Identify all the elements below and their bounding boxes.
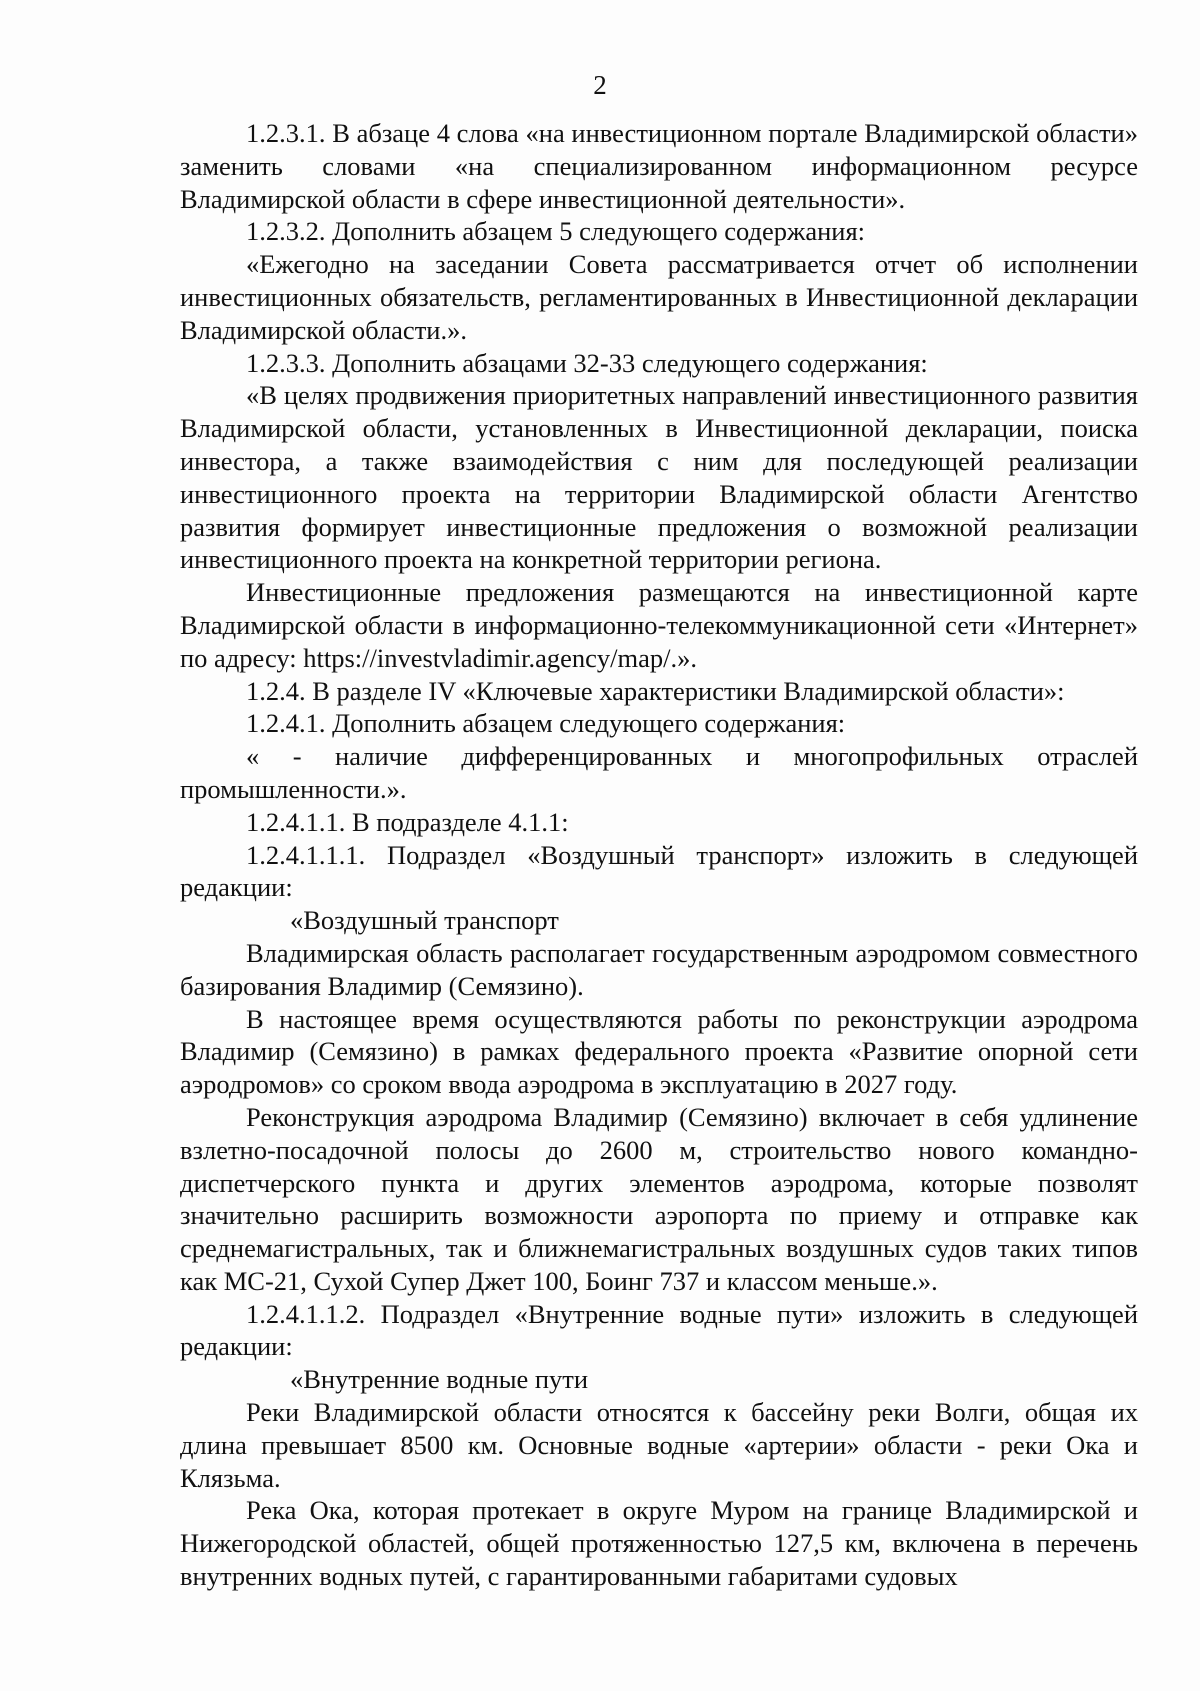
paragraph-1-2-4-1-1-2: 1.2.4.1.1.2. Подраздел «Внутренние водные пути» изложить в следующей редакции: — [180, 1298, 1138, 1362]
page-number: 2 — [593, 70, 607, 100]
paragraph-oka-river: Река Ока, которая протекает в округе Муром на границе Владимирской и Нижегородской областей, общей протяженностью 127,5 км, включена в перечень внутренних водных путей, с гарантированными габаритами судовых — [180, 1495, 1138, 1592]
subheading-air-transport: «Воздушный транспорт — [290, 905, 559, 936]
paragraph-reconstruction-details: Реконструкция аэродрома Владимир (Семязино) включает в себя удлинение взлетно-посадочной полосы до 2600 м, строительство нового командно-диспетчерского пункта и других элементов аэродрома, которые позволят значительно расширить возможности аэропорта по приему и отправке как среднемагистральных, так и ближнемагистральных воздушных судов таких типов как МС-21, Сухой Супер Джет 100, Боинг 737 и классом меньше.». — [180, 1101, 1138, 1296]
paragraph-1-2-3-3: 1.2.3.3. Дополнить абзацами 32-33 следующего содержания: — [246, 347, 928, 378]
document-body — [180, 117, 1138, 1593]
quoted-paragraph-council: «Ежегодно на заседании Совета рассматривается отчет об исполнении инвестиционных обязательств, регламентированных в Инвестиционной декларации Владимирской области.». — [180, 249, 1138, 345]
quoted-paragraph-investment-promotion: «В целях продвижения приоритетных направлений инвестиционного развития Владимирской области, установленных в Инвестиционной декларации, поиска инвестора, а также взаимодействия с ним для последующей реализации инвестиционного проекта на территории Владимирской области Агентство развития формирует инвестиционные предложения о возможной реализации инвестиционного проекта на конкретной территории региона. — [180, 380, 1138, 575]
paragraph-investment-proposals: Инвестиционные предложения размещаются на инвестиционной карте Владимирской области в информационно-телекоммуникационной сети «Интернет» по адресу: https://investvladimir.agency/map/.». — [180, 577, 1138, 673]
paragraph-1-2-4: 1.2.4. В разделе IV «Ключевые характеристики Владимирской области»: — [246, 675, 1065, 706]
paragraph-rivers: Реки Владимирской области относятся к бассейну реки Волги, общая их длина превышает 8500 км. Основные водные «артерии» области - реки Ока и Клязьма. — [180, 1397, 1138, 1493]
subheading-inland-waterways: «Внутренние водные пути — [290, 1364, 589, 1395]
paragraph-1-2-4-1-1-1: 1.2.4.1.1.1. Подраздел «Воздушный транспорт» изложить в следующей редакции: — [180, 839, 1138, 903]
paragraph-1-2-4-1-1: 1.2.4.1.1. В подразделе 4.1.1: — [246, 806, 569, 837]
paragraph-1-2-3-1: 1.2.3.1. В абзаце 4 слова «на инвестиционном портале Владимирской области» заменить словами «на специализированном информационном ресурсе Владимирской области в сфере инвестиционной деятельности». — [180, 118, 1138, 214]
paragraph-reconstruction-works: В настоящее время осуществляются работы по реконструкции аэродрома Владимир (Семязино) в рамках федерального проекта «Развитие опорной сети аэродромов» со сроком ввода аэродрома в эксплуатацию в 2027 году. — [180, 1003, 1138, 1100]
paragraph-aerodrome: Владимирская область располагает государственным аэродромом совместного базирования Владимир (Семязино). — [180, 937, 1138, 1001]
paragraph-1-2-3-2: 1.2.3.2. Дополнить абзацем 5 следующего содержания: — [246, 216, 866, 247]
paragraph-1-2-4-1: 1.2.4.1. Дополнить абзацем следующего содержания: — [246, 708, 846, 739]
quoted-paragraph-industry: « - наличие дифференцированных и многопрофильных отраслей промышленности.». — [180, 741, 1138, 804]
